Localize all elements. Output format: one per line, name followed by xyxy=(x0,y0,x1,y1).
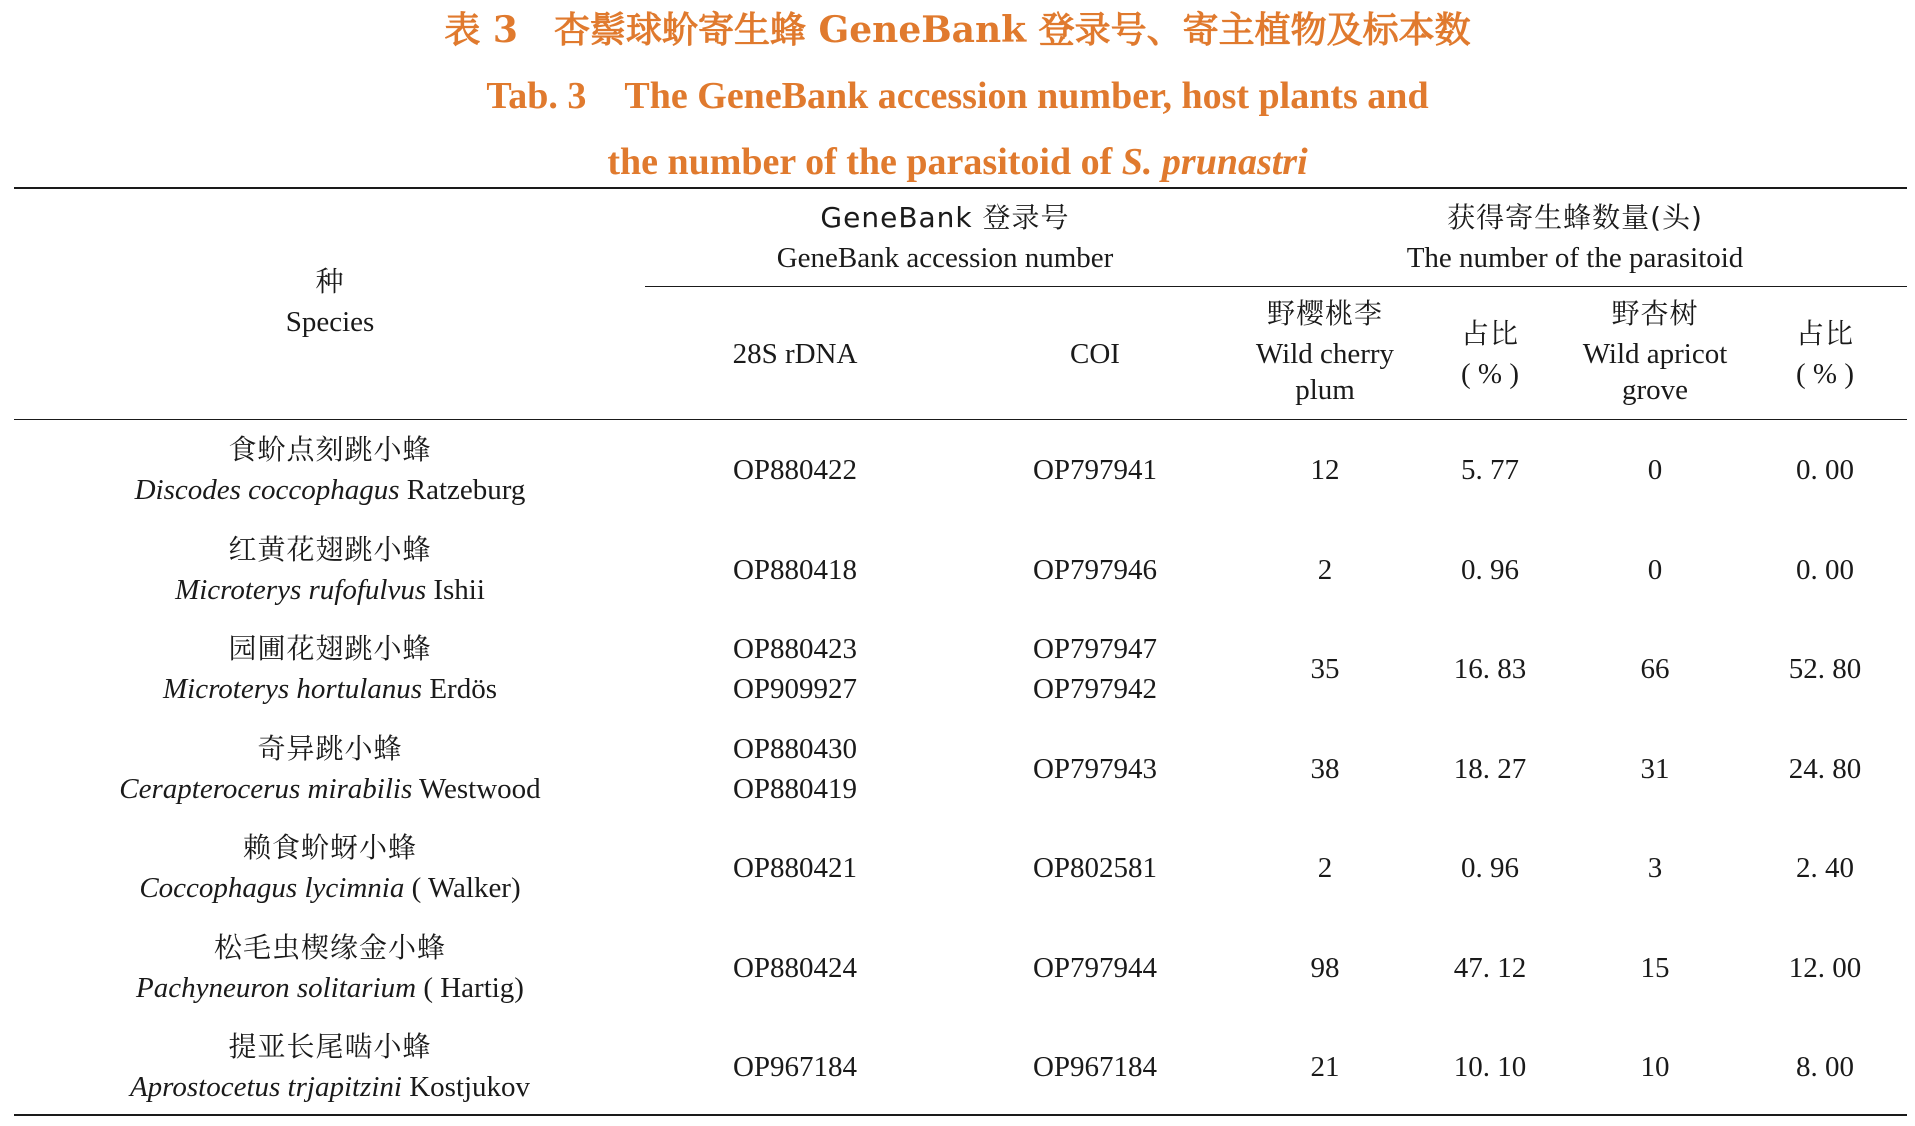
species-name-cn: 食蚧点刻跳小蜂 xyxy=(228,433,432,466)
ratio-wild-apricot-grove-cell xyxy=(1745,430,1905,510)
ratio-wild-cherry-plum-cell xyxy=(1405,928,1575,1008)
species-binomial: Coccophagus lycimnia xyxy=(139,872,405,904)
header-apricot-cn: 野杏树 xyxy=(1611,297,1699,330)
accession-28s-cell xyxy=(645,530,945,610)
ratio-wild-cherry-plum: 10. 10 xyxy=(1453,1051,1527,1083)
count-wild-cherry-plum-cell xyxy=(1245,928,1405,1008)
header-species xyxy=(130,262,530,342)
header-species-en: Species xyxy=(285,306,375,338)
header-genebank-en: GeneBank accession number xyxy=(776,242,1114,274)
species-author: Ishii xyxy=(426,573,485,606)
species-name-cn: 松毛虫楔缘金小蜂 xyxy=(213,930,446,964)
accession-coi-cell xyxy=(945,928,1245,1008)
accession-coi: OP797942 xyxy=(1032,673,1158,705)
accession-28s-cell xyxy=(645,629,945,709)
header-apricot-en2: grove xyxy=(1621,374,1689,406)
species-cell xyxy=(100,1027,560,1107)
header-species-cn: 种 xyxy=(315,265,345,298)
count-wild-apricot-grove: 3 xyxy=(1647,852,1663,884)
caption-english-line2 xyxy=(0,136,1915,188)
ratio-wild-apricot-grove-cell xyxy=(1745,1027,1905,1107)
header-ratio1-unit: ( % ) xyxy=(1461,358,1519,390)
header-ratio1-cn: 占比 xyxy=(1460,317,1519,350)
accession-28s: OP880424 xyxy=(732,951,858,984)
count-wild-cherry-plum-cell xyxy=(1245,530,1405,610)
caption-english-line1: Tab. 3 The GeneBank accession number, host plants and xyxy=(486,75,1429,117)
species-author: ( Walker) xyxy=(404,872,521,904)
header-bottom-rule xyxy=(14,419,1907,420)
ratio-wild-apricot-grove-cell xyxy=(1745,530,1905,610)
species-name-latin xyxy=(100,669,560,709)
count-wild-cherry-plum: 21 xyxy=(1310,1051,1340,1083)
ratio-wild-cherry-plum: 47. 12 xyxy=(1453,951,1527,984)
ratio-wild-apricot-grove: 24. 80 xyxy=(1788,752,1862,785)
ratio-wild-cherry-plum-cell xyxy=(1405,729,1575,809)
accession-28s: OP967184 xyxy=(732,1051,858,1083)
ratio-wild-apricot-grove-cell xyxy=(1745,928,1905,1008)
accession-coi: OP797941 xyxy=(1032,454,1158,486)
species-cell xyxy=(100,430,560,510)
count-wild-apricot-grove: 0 xyxy=(1647,454,1663,486)
ratio-wild-cherry-plum: 0. 96 xyxy=(1461,852,1519,884)
count-wild-cherry-plum: 2 xyxy=(1317,553,1333,586)
accession-coi-cell xyxy=(945,430,1245,510)
count-wild-apricot-grove: 66 xyxy=(1640,653,1670,685)
accession-28s-cell xyxy=(645,430,945,510)
ratio-wild-cherry-plum: 5. 77 xyxy=(1461,454,1519,486)
species-name-cn: 提亚长尾啮小蜂 xyxy=(228,1030,432,1063)
count-wild-cherry-plum: 35 xyxy=(1310,653,1340,685)
header-cherry-en2: plum xyxy=(1295,374,1355,406)
species-binomial: Microterys hortulanus xyxy=(162,673,423,705)
header-ratio2-cn: 占比 xyxy=(1795,317,1854,350)
species-cell xyxy=(100,828,560,908)
header-ratio-2 xyxy=(1745,314,1905,394)
species-binomial: Aprostocetus trjapitzini xyxy=(129,1071,402,1103)
species-name-cn: 园圃花翅跳小蜂 xyxy=(228,632,432,665)
ratio-wild-cherry-plum: 16. 83 xyxy=(1453,653,1527,685)
species-name-latin xyxy=(100,769,560,809)
accession-28s: OP880418 xyxy=(732,553,858,586)
species-cell xyxy=(100,530,560,610)
caption-english-line2-text: the number of the parasitoid of xyxy=(607,141,1122,183)
species-author: Westwood xyxy=(412,772,541,805)
count-wild-cherry-plum: 98 xyxy=(1310,951,1340,984)
species-binomial: Microterys rufofulvus xyxy=(175,573,427,606)
species-name-cn: 奇异跳小蜂 xyxy=(257,731,403,765)
ratio-wild-cherry-plum-cell xyxy=(1405,530,1575,610)
count-wild-cherry-plum-cell xyxy=(1245,430,1405,510)
species-name-cn: 赖食蚧蚜小蜂 xyxy=(242,831,417,864)
header-parasitoid-count xyxy=(1245,198,1905,278)
ratio-wild-cherry-plum-cell xyxy=(1405,430,1575,510)
header-genebank xyxy=(645,198,1245,278)
species-name-latin xyxy=(100,470,560,510)
species-name-latin xyxy=(100,968,560,1008)
header-count-cn: 获得寄生蜂数量(头) xyxy=(1447,201,1703,234)
accession-28s: OP880421 xyxy=(732,852,858,884)
species-author: Ratzeburg xyxy=(399,474,526,506)
count-wild-cherry-plum: 12 xyxy=(1310,454,1340,486)
accession-28s: OP880430 xyxy=(732,732,858,765)
accession-coi: OP797943 xyxy=(1032,752,1158,785)
ratio-wild-cherry-plum: 18. 27 xyxy=(1453,752,1527,785)
header-wild-cherry-plum xyxy=(1245,294,1405,410)
count-wild-apricot-grove-cell xyxy=(1565,928,1745,1008)
accession-28s-cell xyxy=(645,1027,945,1107)
accession-coi-cell xyxy=(945,530,1245,610)
accession-coi: OP967184 xyxy=(1032,1051,1158,1083)
species-cell xyxy=(100,629,560,709)
ratio-wild-cherry-plum-cell xyxy=(1405,629,1575,709)
count-wild-apricot-grove-cell xyxy=(1565,729,1745,809)
header-genebank-cn: GeneBank 登录号 xyxy=(820,201,1070,234)
count-wild-cherry-plum: 38 xyxy=(1310,752,1340,785)
accession-28s: OP880419 xyxy=(732,772,858,805)
species-author: Erdös xyxy=(422,673,498,705)
count-wild-apricot-grove-cell xyxy=(1565,430,1745,510)
header-coi: COI xyxy=(1070,338,1120,370)
bottom-rule xyxy=(14,1114,1907,1116)
accession-coi: OP802581 xyxy=(1032,852,1158,884)
species-name-latin xyxy=(100,570,560,610)
accession-28s: OP909927 xyxy=(732,673,858,705)
count-wild-apricot-grove-cell xyxy=(1565,1027,1745,1107)
accession-28s: OP880422 xyxy=(732,454,858,486)
accession-coi: OP797947 xyxy=(1032,633,1158,665)
ratio-wild-cherry-plum-cell xyxy=(1405,1027,1575,1107)
header-ratio-1 xyxy=(1405,314,1575,394)
ratio-wild-cherry-plum-cell xyxy=(1405,828,1575,908)
header-cherry-en1: Wild cherry xyxy=(1255,338,1395,370)
ratio-wild-apricot-grove-cell xyxy=(1745,629,1905,709)
ratio-wild-apricot-grove: 0. 00 xyxy=(1796,454,1854,486)
count-wild-apricot-grove: 15 xyxy=(1640,951,1670,984)
species-author: Kostjukov xyxy=(401,1071,531,1103)
ratio-wild-apricot-grove: 2. 40 xyxy=(1796,852,1854,884)
count-wild-cherry-plum-cell xyxy=(1245,1027,1405,1107)
header-cherry-cn: 野樱桃李 xyxy=(1266,297,1383,330)
accession-coi: OP797946 xyxy=(1032,553,1158,586)
species-name-cn: 红黄花翅跳小蜂 xyxy=(228,532,432,566)
header-wild-apricot-grove xyxy=(1565,294,1745,410)
ratio-wild-apricot-grove: 12. 00 xyxy=(1788,951,1862,984)
count-wild-apricot-grove-cell xyxy=(1565,828,1745,908)
accession-coi-cell xyxy=(945,1027,1245,1107)
species-name-latin xyxy=(100,1067,560,1107)
count-wild-apricot-grove: 0 xyxy=(1647,553,1663,586)
species-author: ( Hartig) xyxy=(416,971,524,1004)
count-wild-apricot-grove-cell xyxy=(1565,530,1745,610)
species-binomial: Cerapterocerus mirabilis xyxy=(119,772,413,805)
caption-species: S. prunastri xyxy=(1121,141,1308,183)
ratio-wild-apricot-grove: 8. 00 xyxy=(1796,1051,1854,1083)
ratio-wild-cherry-plum: 0. 96 xyxy=(1461,553,1519,586)
accession-coi-cell xyxy=(945,828,1245,908)
accession-28s-cell xyxy=(645,828,945,908)
accession-28s-cell xyxy=(645,729,945,809)
ratio-wild-apricot-grove: 52. 80 xyxy=(1788,653,1862,685)
count-wild-apricot-grove-cell xyxy=(1565,629,1745,709)
ratio-wild-apricot-grove-cell xyxy=(1745,828,1905,908)
species-binomial: Pachyneuron solitarium xyxy=(136,971,417,1004)
accession-coi-cell xyxy=(945,629,1245,709)
header-apricot-en1: Wild apricot xyxy=(1582,338,1728,370)
count-wild-cherry-plum-cell xyxy=(1245,828,1405,908)
count-wild-apricot-grove: 31 xyxy=(1640,752,1670,785)
accession-28s-cell xyxy=(645,928,945,1008)
accession-coi-cell xyxy=(945,729,1245,809)
count-wild-cherry-plum-cell xyxy=(1245,729,1405,809)
ratio-wild-apricot-grove-cell xyxy=(1745,729,1905,809)
accession-28s: OP880423 xyxy=(732,633,858,665)
caption-chinese: 表 3 杏鬃球蚧寄生蜂 GeneBank 登录号、寄主植物及标本数 xyxy=(444,9,1471,51)
species-name-latin xyxy=(100,868,560,908)
ratio-wild-apricot-grove: 0. 00 xyxy=(1796,553,1854,586)
group-header-rule xyxy=(645,286,1907,287)
header-28s: 28S rDNA xyxy=(732,338,858,370)
header-ratio2-unit: ( % ) xyxy=(1796,358,1854,390)
count-wild-cherry-plum-cell xyxy=(1245,629,1405,709)
header-count-en: The number of the parasitoid xyxy=(1406,242,1744,274)
accession-coi: OP797944 xyxy=(1032,951,1158,984)
species-binomial: Discodes coccophagus xyxy=(134,474,400,506)
count-wild-cherry-plum: 2 xyxy=(1317,852,1333,884)
top-rule xyxy=(14,187,1907,189)
species-cell xyxy=(100,729,560,809)
count-wild-apricot-grove: 10 xyxy=(1640,1051,1670,1083)
species-cell xyxy=(100,928,560,1008)
